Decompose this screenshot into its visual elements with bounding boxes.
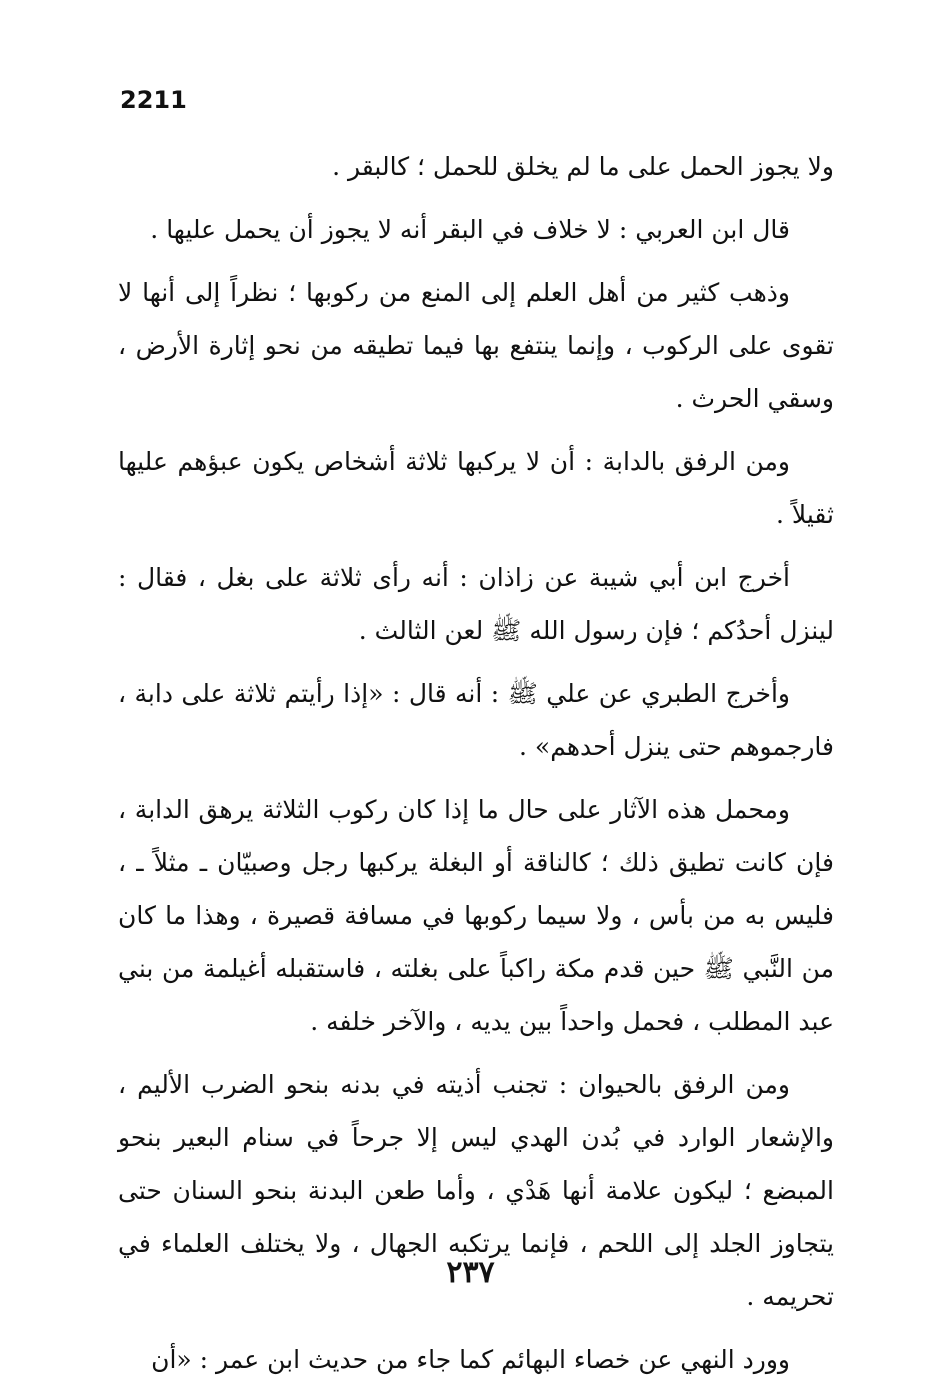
page-number: ٢٣٧ — [446, 1255, 495, 1290]
paragraph: وأخرج الطبري عن علي ﷺ : أنه قال : «إذا رأيتم ثلاثة على دابة ، فارجموهم حتى ينزل أحدهم» . — [118, 679, 834, 761]
paragraph: ومن الرفق بالدابة : أن لا يركبها ثلاثة أشخاص يكون عبؤهم عليها ثقيلاً . — [118, 447, 834, 529]
body-text — [118, 140, 834, 1396]
paragraph: وورد النهي عن خصاء البهائم كما جاء من حديث ابن عمر : «أن — [151, 1345, 790, 1374]
paragraph: ولا يجوز الحمل على ما لم يخلق للحمل ؛ كالبقر . — [332, 152, 834, 181]
page-code: 2211 — [120, 86, 187, 114]
paragraph: قال ابن العربي : لا خلاف في البقر أنه لا يجوز أن يحمل عليها . — [150, 215, 790, 244]
paragraph: أخرج ابن أبي شيبة عن زاذان : أنه رأى ثلاثة على بغل ، فقال : لينزل أحدُكم ؛ فإن رسول الله ﷺ لعن الثالث . — [118, 563, 834, 645]
paragraph: ومحمل هذه الآثار على حال ما إذا كان ركوب الثلاثة يرهق الدابة ، فإن كانت تطيق ذلك ؛ كالناقة أو البغلة يركبها رجل وصبيّان ـ مثلاً ـ ، فليس به من بأس ، ولا سيما ركوبها في مسافة قصيرة ، وهذا ما كان من النَّبي ﷺ حين قدم مكة راكباً على بغلته ، فاستقبله أغيلمة من بني عبد المطلب ، فحمل واحداً بين يديه ، والآخر خلفه . — [118, 795, 834, 1036]
paragraph: ومن الرفق بالحيوان : تجنب أذيته في بدنه بنحو الضرب الأليم ، والإشعار الوارد في بُدن الهدي ليس إلا جرحاً في سنام البعير بنحو المبضع ؛ ليكون علامة أنها هَدْي ، وأما طعن البدنة بنحو السنان حتى يتجاوز الجلد إلى اللحم ، فإنما يرتكبه الجهال ، ولا يختلف العلماء في تحريمه . — [118, 1070, 834, 1311]
paragraph: وذهب كثير من أهل العلم إلى المنع من ركوبها ؛ نظراً إلى أنها لا تقوى على الركوب ، وإنما ينتفع بها فيما تطيقه من نحو إثارة الأرض ، وسقي الحرث . — [118, 278, 834, 413]
